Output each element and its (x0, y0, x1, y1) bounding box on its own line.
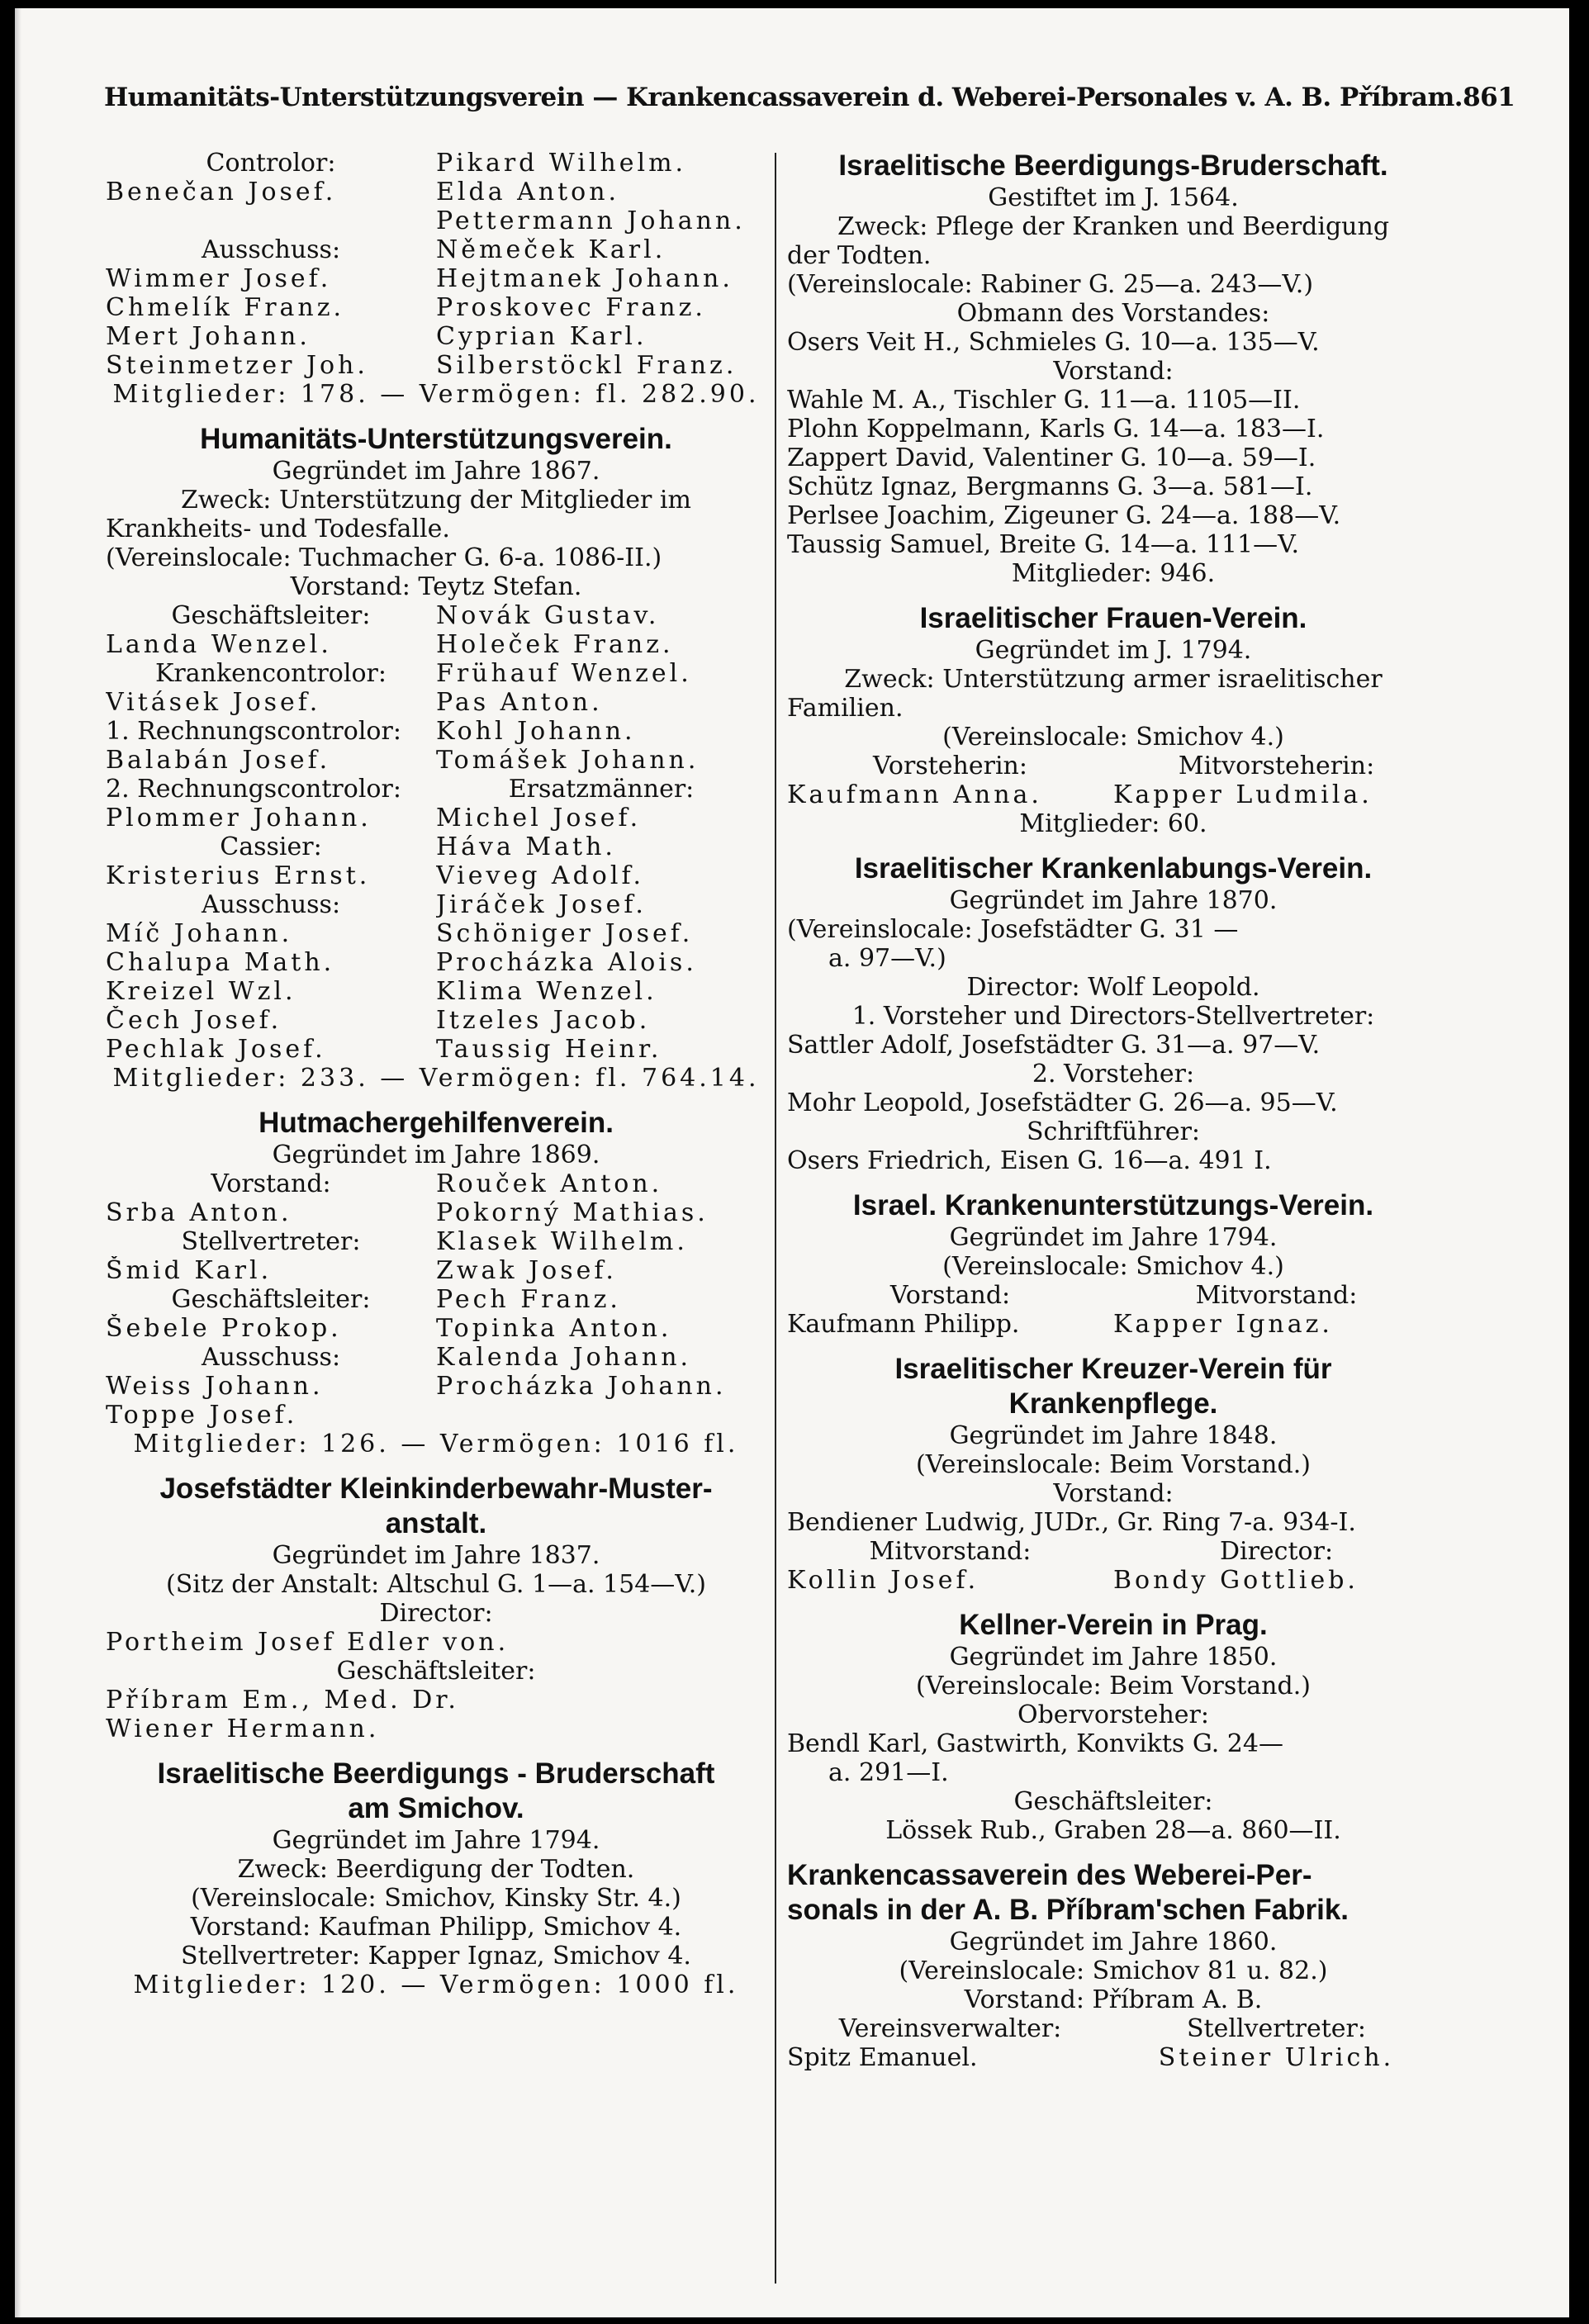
entry-chair: Vorstand: Kaufman Philipp, Smichov 4. (190, 1913, 682, 1942)
row-right: Kohl Johann. (436, 717, 636, 746)
label: Mitvorstand: (1195, 1281, 1358, 1310)
row-left: Plommer Johann. (106, 804, 372, 832)
entry-founded: Gegründet im Jahre 1794. (949, 1223, 1278, 1252)
entry-purpose-cont: Krankheits- und Todesfalle. (106, 515, 450, 543)
row-left: Landa Wenzel. (106, 630, 332, 659)
entry-title: Israelitische Beerdigungs-Bruderschaft. (838, 149, 1388, 182)
member: Silberstöckl Franz. (436, 351, 738, 380)
entry-beerdigung-smichov (106, 1757, 766, 1999)
entry-israel-beerdigung (787, 149, 1440, 588)
member: Proskovec Franz. (436, 293, 706, 322)
entry-founded: Gegründet im Jahre 1837. (272, 1541, 600, 1570)
entry-chair: Vorstand: Příbram A. B. (964, 1985, 1263, 2014)
member: Kapper Ignaz. (1113, 1310, 1333, 1339)
entry-footer: Mitglieder: 126. — Vermögen: 1016 fl. (133, 1430, 739, 1458)
page-edge (15, 8, 21, 2317)
entry-deputy: Stellvertreter: Kapper Ignaz, Smichov 4. (181, 1942, 691, 1971)
entry-founded: Gegründet im Jahre 1850. (949, 1643, 1278, 1672)
entry-title: Hutmachergehilfenverein. (259, 1107, 614, 1139)
row-right: Klima Wenzel. (436, 977, 657, 1006)
row-right (436, 1401, 766, 1430)
member: Mert Johann. (106, 322, 311, 351)
row-right: Topinka Anton. (436, 1314, 672, 1343)
label: Vorstand: (1053, 357, 1174, 386)
entry-hutmacher-verein (106, 1106, 766, 1458)
member-cont: a. 291—I. (828, 1758, 949, 1787)
row-right: Pokorný Mathias. (436, 1198, 709, 1227)
member: Elda Anton. (436, 178, 620, 206)
entry-locale: (Vereinslocale: Beim Vorstand.) (916, 1672, 1311, 1700)
entry-founded: Gegründet im Jahre 1870. (949, 886, 1278, 915)
member: Kollin Josef. (787, 1566, 979, 1595)
entry-krankenunterstuetzungs-verein (787, 1188, 1440, 1339)
entry-locale: (Vereinslocale: Beim Vorstand.) (916, 1450, 1311, 1479)
member: Portheim Josef Edler von. (106, 1628, 510, 1657)
member: Plohn Koppelmann, Karls G. 14—a. 183—I. (787, 415, 1325, 443)
entry-humanitaets-verein (106, 422, 766, 1093)
left-column (106, 149, 766, 1999)
entry-title: Humanitäts-Unterstützungsverein. (200, 423, 672, 455)
label: Schriftführer: (1026, 1117, 1201, 1146)
row-left: Šmid Karl. (106, 1256, 273, 1285)
row-right: Taussig Heinr. (436, 1035, 662, 1064)
entry-founded: Gegründet im Jahre 1867. (272, 457, 600, 486)
member: Cyprian Karl. (436, 322, 647, 351)
row-left: Kreizel Wzl. (106, 977, 296, 1006)
row-right: Schöniger Josef. (436, 919, 694, 948)
entry-locale: (Vereinslocale: Tuchmacher G. 6-a. 1086-II.) (106, 543, 662, 572)
page-number: 861 (1463, 83, 1515, 112)
entry-director: Director: Wolf Leopold. (966, 973, 1260, 1002)
entry-title-cont: Krankenpflege. (1008, 1387, 1218, 1420)
member: Benečan Josef. (106, 178, 337, 206)
row-right: Kalenda Johann. (436, 1343, 692, 1372)
row-left: Krankencontrolor: (155, 659, 387, 688)
entry-purpose: Zweck: Pflege der Kranken und Beerdigung (837, 212, 1390, 241)
row-left: Čech Josef. (106, 1006, 282, 1035)
entry-footer: Mitglieder: 946. (1011, 559, 1216, 588)
entry-title: Israelitische Beerdigungs - Bruderschaft (157, 1757, 715, 1790)
row-left: Stellvertreter: (181, 1227, 361, 1256)
entry-krankenlabungs-verein (787, 851, 1440, 1175)
member: Zappert David, Valentiner G. 10—a. 59—I. (787, 443, 1316, 472)
member: Příbram Em., Med. Dr. (106, 1686, 459, 1715)
entry-purpose-cont: Familien. (787, 694, 904, 723)
label: Vorstand: (889, 1281, 1011, 1310)
row-right: Tomášek Johann. (436, 746, 700, 775)
entry-title: Krankencassaverein des Weberei-Per- (787, 1859, 1312, 1891)
row-right: Procházka Alois. (436, 948, 697, 977)
member: Taussig Samuel, Breite G. 14—a. 111—V. (787, 530, 1300, 559)
member: Wahle M. A., Tischler G. 11—a. 1105—II. (787, 386, 1301, 415)
label: Obervorsteher: (1017, 1700, 1209, 1729)
row-right: Pas Anton. (436, 688, 603, 717)
member: Kaufmann Philipp. (787, 1310, 1020, 1339)
row-left: 2. Rechnungscontrolor: (106, 775, 401, 804)
label: Director: (1219, 1537, 1334, 1566)
entry-title: Israelitischer Frauen-Verein. (919, 602, 1307, 634)
entry-kellner-verein (787, 1608, 1440, 1845)
label: 2. Vorsteher: (1032, 1060, 1195, 1088)
label: Vorstand: (1053, 1479, 1174, 1508)
member: Kaufmann Anna. (787, 780, 1042, 809)
member: Němeček Karl. (436, 235, 666, 264)
row-left: Kristerius Ernst. (106, 861, 371, 890)
entry-founded: Gegründet im Jahre 1848. (949, 1421, 1278, 1450)
label: 1. Vorsteher und Directors-Stellvertreter: (851, 1002, 1375, 1031)
entry-locale: (Vereinslocale: Josefstädter G. 31 — (787, 915, 1239, 944)
row-left: 1. Rechnungscontrolor: (106, 717, 401, 746)
entry-founded: Gegründet im Jahre 1860. (949, 1928, 1278, 1956)
entry-purpose-cont: der Todten. (787, 241, 932, 270)
row-left: Balabán Josef. (106, 746, 331, 775)
row-right: Zwak Josef. (436, 1256, 617, 1285)
member: Osers Friedrich, Eisen G. 16—a. 491 I. (787, 1146, 1272, 1175)
entry-purpose: Zweck: Unterstützung armer israelitischer (844, 665, 1383, 694)
member: Schütz Ignaz, Bergmanns G. 3—a. 581—I. (787, 472, 1313, 501)
entry-title-cont: anstalt. (385, 1507, 487, 1539)
row-right: Ersatzmänner: (508, 775, 695, 804)
entry-founded: Gegründet im J. 1794. (975, 636, 1252, 665)
entry-kleinkinder-anstalt (106, 1472, 766, 1743)
row-left: Ausschuss: (201, 1343, 341, 1372)
row-right: Vieveg Adolf. (436, 861, 645, 890)
member: Chmelík Franz. (106, 293, 345, 322)
entry-footer: Mitglieder: 120. — Vermögen: 1000 fl. (133, 1971, 739, 1999)
row-left: Vorstand: (211, 1169, 331, 1198)
column-divider (775, 153, 776, 2284)
member: Steiner Ulrich. (1158, 2043, 1395, 2072)
entry-kreuzer-verein (787, 1352, 1440, 1595)
entry-footer: Mitglieder: 178. — Vermögen: fl. 282.90. (112, 380, 760, 409)
row-right: Novák Gustav. (436, 601, 660, 630)
row-right: Rouček Anton. (436, 1169, 663, 1198)
row-left: Srba Anton. (106, 1198, 292, 1227)
row-right: Itzeles Jacob. (436, 1006, 651, 1035)
label: Ausschuss: (201, 235, 341, 264)
entry-locale: (Vereinslocale: Smichov 4.) (942, 723, 1284, 752)
document-page (15, 8, 1569, 2317)
label: Director: (379, 1599, 493, 1628)
entry-title-cont: sonals in der A. B. Příbram'schen Fabrik. (787, 1894, 1349, 1926)
entry-title: Kellner-Verein in Prag. (959, 1609, 1268, 1641)
label: Geschäftsleiter: (336, 1657, 536, 1686)
entry-founded: Gegründet im Jahre 1794. (272, 1826, 600, 1855)
entry-locale: (Vereinslocale: Smichov 81 u. 82.) (899, 1956, 1328, 1985)
label: Mitvorstand: (869, 1537, 1032, 1566)
entry-locale: (Vereinslocale: Smichov 4.) (942, 1252, 1284, 1281)
label: Stellvertreter: (1186, 2014, 1366, 2043)
row-right: Frühauf Wenzel. (436, 659, 692, 688)
row-right: Klasek Wilhelm. (436, 1227, 688, 1256)
member: Kapper Ludmila. (1113, 780, 1373, 809)
row-left: Ausschuss: (201, 890, 341, 919)
entry-purpose: Zweck: Beerdigung der Todten. (237, 1855, 635, 1884)
row-left: Chalupa Math. (106, 948, 335, 977)
row-left: Weiss Johann. (106, 1372, 324, 1401)
label: Geschäftsleiter: (1013, 1787, 1213, 1816)
member: Wimmer Josef. (106, 264, 332, 293)
entry-founded: Gegründet im Jahre 1869. (272, 1141, 600, 1169)
member: Pettermann Johann. (436, 206, 746, 235)
row-left: Geschäftsleiter: (171, 601, 371, 630)
label: Mitvorsteherin: (1178, 752, 1375, 780)
entry-locale: (Vereinslocale: Smichov, Kinsky Str. 4.) (191, 1884, 681, 1913)
entry-title-cont: am Smichov. (348, 1792, 524, 1824)
entry-title: Israelitischer Krankenlabungs-Verein. (854, 852, 1373, 885)
row-left: Pechlak Josef. (106, 1035, 326, 1064)
entry-purpose: Zweck: Unterstützung der Mitglieder im (181, 486, 691, 515)
entry-footer: Mitglieder: 233. — Vermögen: fl. 764.14. (112, 1064, 760, 1093)
running-header (104, 83, 1515, 112)
entry-frauen-verein (787, 601, 1440, 838)
entry-title: Israelitischer Kreuzer-Verein für (894, 1353, 1332, 1385)
label: Vorsteherin: (873, 752, 1027, 780)
member: Osers Veit H., Schmieles G. 10—a. 135—V. (787, 328, 1320, 357)
row-right: Pech Franz. (436, 1285, 621, 1314)
entry-footer: Mitglieder: 60. (1019, 809, 1207, 838)
member: Perlsee Joachim, Zigeuner G. 24—a. 188—V. (787, 501, 1341, 530)
row-right: Jiráček Josef. (436, 890, 647, 919)
entry-locale-cont: a. 97—V.) (828, 944, 946, 973)
entry-title: Israel. Krankenunterstützungs-Verein. (852, 1189, 1374, 1221)
entry-controlor-block (106, 149, 766, 409)
label: Obmann des Vorstandes: (956, 299, 1270, 328)
member: Mohr Leopold, Josefstädter G. 26—a. 95—V. (787, 1088, 1338, 1117)
row-right: Michel Josef. (436, 804, 642, 832)
entry-chair: Vorstand: Teytz Stefan. (290, 572, 582, 601)
row-left: Cassier: (220, 832, 322, 861)
label: Vereinsverwalter: (838, 2014, 1062, 2043)
member: Spitz Emanuel. (787, 2043, 978, 2072)
member: Lössek Rub., Graben 28—a. 860—II. (885, 1816, 1341, 1845)
member: Bendiener Ludwig, JUDr., Gr. Ring 7-a. 934-I. (787, 1508, 1356, 1537)
member: Wiener Hermann. (106, 1715, 380, 1743)
member: Bondy Gottlieb. (1113, 1566, 1359, 1595)
entry-seat: (Sitz der Anstalt: Altschul G. 1—a. 154—V.) (166, 1570, 706, 1599)
member: Sattler Adolf, Josefstädter G. 31—a. 97—V. (787, 1031, 1321, 1060)
entry-krankencassaverein (787, 1858, 1440, 2072)
entry-locale: (Vereinslocale: Rabiner G. 25—a. 243—V.) (787, 270, 1314, 299)
row-right: Holeček Franz. (436, 630, 674, 659)
row-left: Míč Johann. (106, 919, 293, 948)
member: Hejtmanek Johann. (436, 264, 733, 293)
member: Pikard Wilhelm. (436, 149, 687, 178)
row-left: Geschäftsleiter: (171, 1285, 371, 1314)
row-left: Toppe Josef. (106, 1401, 298, 1430)
member: Steinmetzer Joh. (106, 351, 368, 380)
right-column (787, 149, 1440, 2072)
entry-founded: Gestiftet im J. 1564. (988, 183, 1239, 212)
label: Controlor: (206, 149, 336, 178)
member: Bendl Karl, Gastwirth, Konvikts G. 24— (787, 1729, 1283, 1758)
header-title: Humanitäts-Unterstützungsverein — Krankencassaverein d. Weberei-Personales v. A. B. Příbram. (104, 83, 1463, 112)
row-right: Procházka Johann. (436, 1372, 727, 1401)
row-right: Háva Math. (436, 832, 616, 861)
entry-title: Josefstädter Kleinkinderbewahr-Muster- (159, 1473, 713, 1505)
row-left: Šebele Prokop. (106, 1314, 342, 1343)
row-left: Vitásek Josef. (106, 688, 321, 717)
